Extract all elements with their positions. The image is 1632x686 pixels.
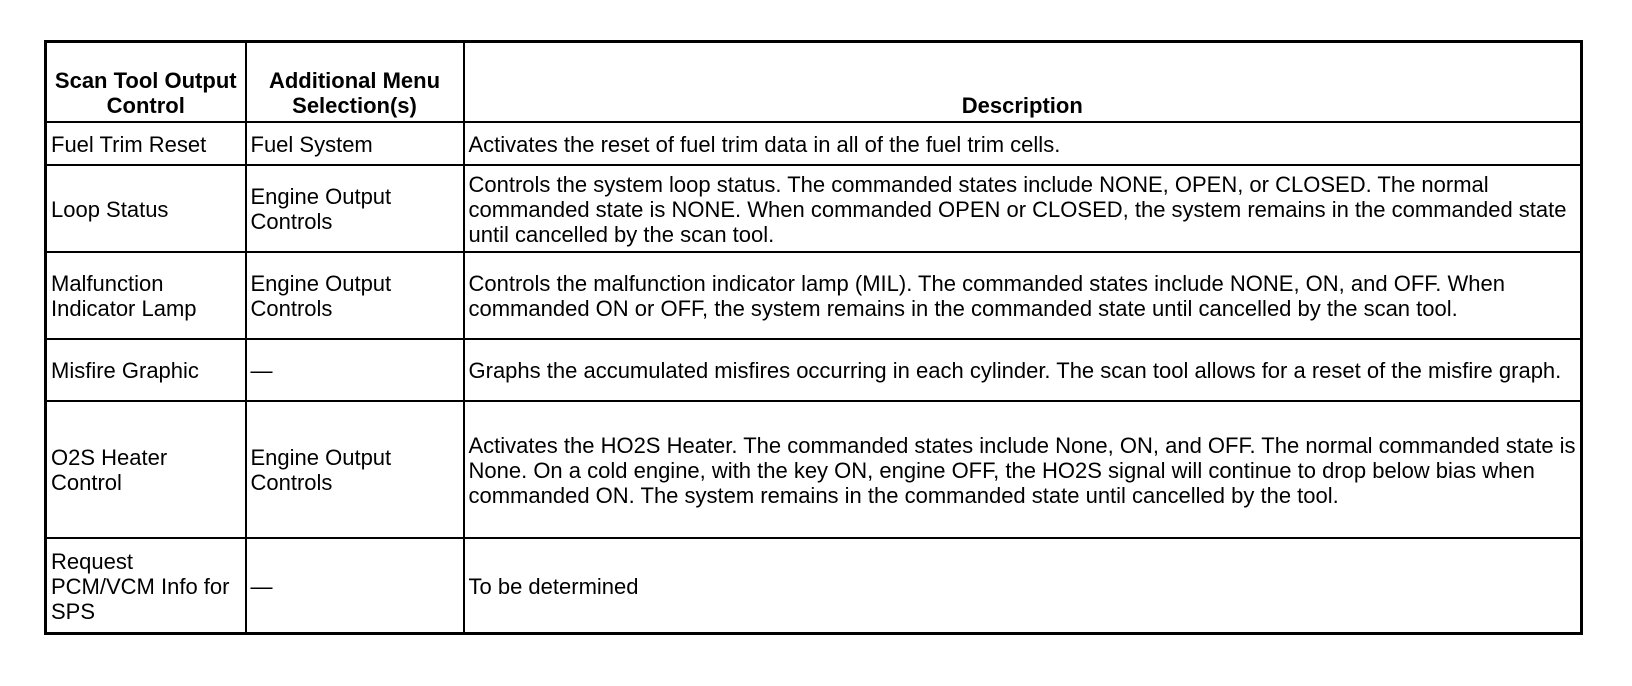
- table-row: [46, 339, 1582, 401]
- cell-menu: Engine Output Controls: [246, 252, 464, 339]
- cell-control: O2S Heater Control: [46, 401, 246, 538]
- cell-menu: Engine Output Controls: [246, 165, 464, 252]
- cell-control: Malfunction Indicator Lamp: [46, 252, 246, 339]
- cell-description: To be determined: [464, 538, 1582, 634]
- cell-description: Controls the system loop status. The commanded states include NONE, OPEN, or CLOSED. The normal commanded state is NONE. When commanded OPEN or CLOSED, the system remains in the commanded state until cancelled by the scan tool.: [464, 165, 1582, 252]
- cell-control: Misfire Graphic: [46, 339, 246, 401]
- header-description: Description: [464, 42, 1582, 123]
- cell-control: Fuel Trim Reset: [46, 122, 246, 165]
- table-row: [46, 538, 1582, 634]
- cell-description: Activates the HO2S Heater. The commanded states include None, ON, and OFF. The normal commanded state is None. On a cold engine, with the key ON, engine OFF, the HO2S signal will continue to drop below bias when commanded ON. The system remains in the commanded state until cancelled by the tool.: [464, 401, 1582, 538]
- scan-tool-output-control-table: [44, 40, 1583, 635]
- table-row: [46, 252, 1582, 339]
- cell-control: Loop Status: [46, 165, 246, 252]
- header-scan-tool-output-control: Scan Tool Output Control: [46, 42, 246, 123]
- table-row: [46, 122, 1582, 165]
- cell-menu: Engine Output Controls: [246, 401, 464, 538]
- cell-description: Activates the reset of fuel trim data in all of the fuel trim cells.: [464, 122, 1582, 165]
- cell-description: Graphs the accumulated misfires occurring in each cylinder. The scan tool allows for a reset of the misfire graph.: [464, 339, 1582, 401]
- table-header-row: [46, 42, 1582, 123]
- table-row: [46, 401, 1582, 538]
- cell-menu: —: [246, 538, 464, 634]
- cell-control: Request PCM/VCM Info for SPS: [46, 538, 246, 634]
- cell-menu: Fuel System: [246, 122, 464, 165]
- cell-menu: —: [246, 339, 464, 401]
- cell-description: Controls the malfunction indicator lamp (MIL). The commanded states include NONE, ON, and OFF. When commanded ON or OFF, the system remains in the commanded state until cancelled by the scan tool.: [464, 252, 1582, 339]
- table-row: [46, 165, 1582, 252]
- header-additional-menu-selections: Additional Menu Selection(s): [246, 42, 464, 123]
